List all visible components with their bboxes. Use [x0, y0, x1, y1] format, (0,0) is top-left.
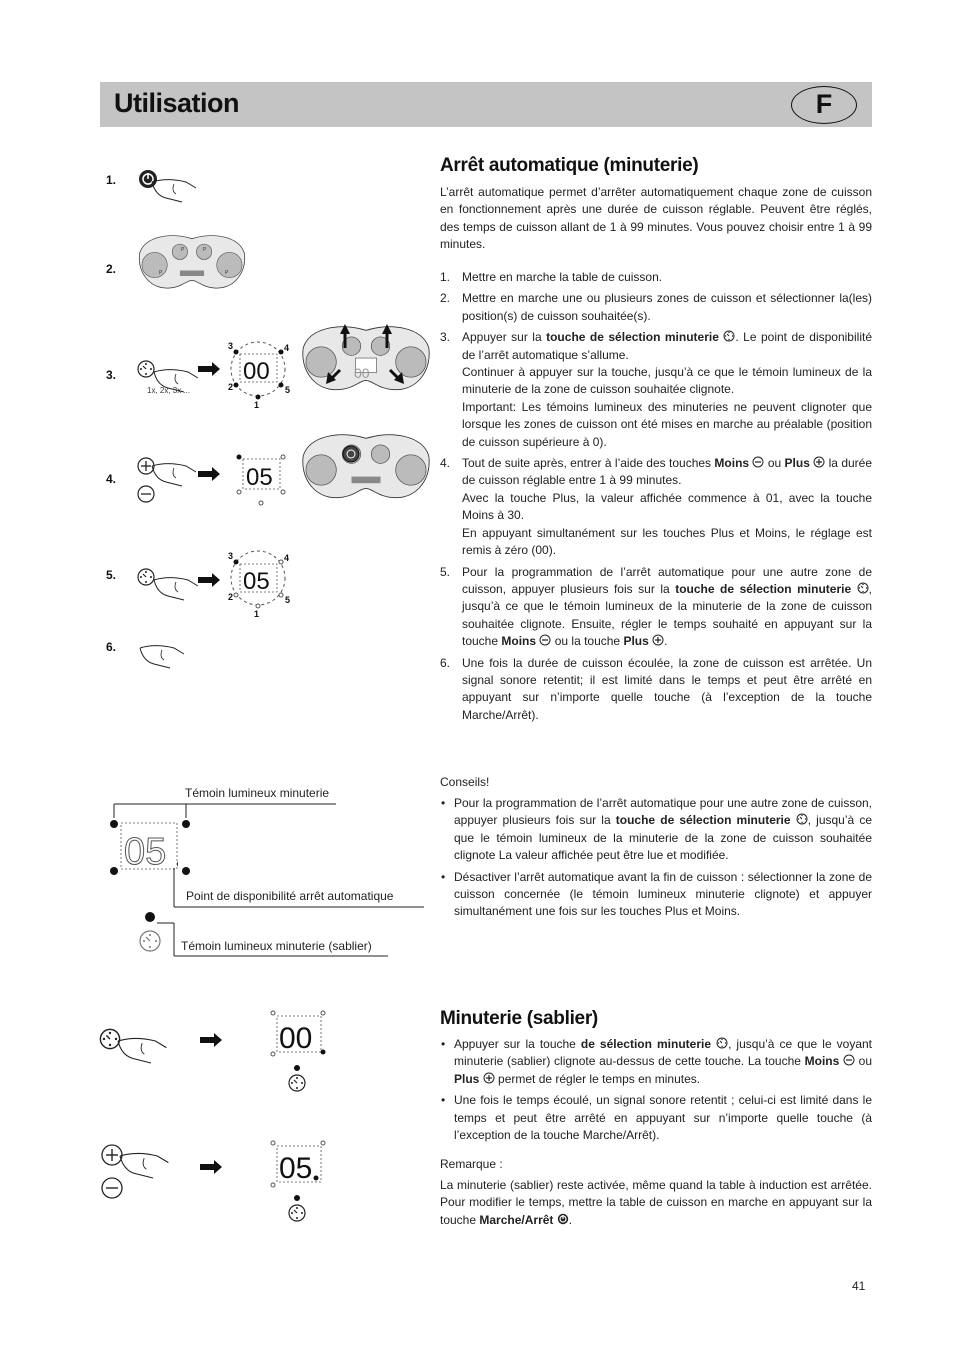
finger-icon	[140, 646, 184, 668]
hob-key-label: P	[181, 247, 185, 253]
label-ready-point: Point de disponibilité arrêt automatique	[186, 889, 394, 903]
tips-list	[440, 795, 872, 925]
list-item: 5. Pour la programmation de l’arrêt automatique pour une autre zone de cuisson, appuyer plusieurs fois sur la touche de sélection minuterie , jusqu’à ce que le témoin lumineux de la minuterie de la zone de cuisson souhaitée clignote. Ensuite, régler le temps souhaité en appuyant sur la touche Moins ou la touche Plus .	[440, 564, 872, 649]
tips-title: Conseils!	[440, 775, 490, 789]
timer-select-icon	[796, 813, 808, 825]
finger-icon	[118, 1039, 166, 1063]
section1-intro: L’arrêt automatique permet d’arrêter automatiquement chaque zone de cuisson en fonctionnement après une durée de cuisson réglable. Peuvent être réglés, des temps de cuisson allant de 1 à 99 minutes. Vous pouvez choisir entre 1 à 99 minutes.	[440, 185, 872, 252]
timer-display-05-dial	[231, 551, 285, 608]
timer-select-icon	[716, 1037, 728, 1049]
dial-label: 5	[285, 385, 291, 395]
hob-key-label: P	[225, 270, 229, 276]
step-label: 2.	[106, 262, 117, 276]
timer-select-icon	[723, 330, 735, 342]
dial-label: 5	[285, 595, 291, 605]
hob-diagram	[303, 435, 429, 498]
display-digits: 05	[124, 831, 167, 873]
timer-select-icon	[138, 569, 154, 585]
finger-icon	[154, 578, 198, 600]
arrow-right-icon	[200, 1160, 222, 1174]
list-item: 6. Une fois la durée de cuisson écoulée, la zone de cuisson est arrêtée. Un signal sonore retentit; il est limité dans le temps et peut être arrêté en appuyant sur n’importe quelle touche (à l’exception de la touche Marche/Arrêt).	[440, 655, 872, 722]
step-label: 6.	[106, 640, 117, 654]
timer-display-05	[237, 455, 286, 506]
dial-label: 1	[254, 400, 260, 410]
dial-label: 4	[284, 553, 290, 563]
step-label: 4.	[106, 472, 117, 486]
auto-stop-steps	[440, 269, 872, 728]
arrow-right-icon	[198, 467, 220, 481]
label-hourglass-led: Témoin lumineux minuterie (sablier)	[181, 939, 372, 953]
display-digits: 05	[279, 1152, 313, 1185]
dial-label: 3	[228, 551, 234, 561]
list-item: • Une fois le temps écoulé, un signal sonore retentit ; celui-ci est limité dans le temps et peut être arrêté en appuyant sur n’importe quelle touche (à l’exception de la touche Marche/Arrêt).	[441, 1093, 872, 1143]
minus-icon	[138, 486, 154, 502]
plus-icon	[138, 458, 154, 474]
display-digits: 00	[279, 1022, 313, 1055]
display-digits: 05	[246, 464, 273, 491]
language-badge: F	[791, 86, 857, 124]
timer-display-00	[231, 342, 285, 400]
dial-label: 2	[228, 592, 234, 602]
plus-icon	[102, 1145, 122, 1165]
hob-diagram	[139, 236, 244, 288]
legend-diagram	[110, 804, 424, 956]
dial-label: 3	[228, 341, 234, 351]
list-item: • Désactiver l’arrêt automatique avant la fin de cuisson : sélectionner la zone de cuisson concernée (le témoin lumineux minuterie clignote) et appuyer simultanément une fois sur les touches Plus et Moins.	[441, 869, 872, 919]
dial-label: 1	[254, 609, 260, 619]
hourglass-timer-icon	[289, 1205, 305, 1221]
press-count-label: 1x, 2x, 3x ...	[147, 386, 191, 395]
power-icon	[557, 1213, 569, 1225]
display-digits: 00	[243, 358, 270, 385]
list-item: 4. Tout de suite après, entrer à l’aide des touches Moins ou Plus la durée de cuisson réglable entre 1 à 99 minutes. Avec la touche Plus, la valeur affichée commence à 01, avec la touche Moins à 30. En appuyant simultanément sur les touches Plus et Moins, le réglage est remis à zéro (00).	[440, 456, 873, 558]
hob-key-label: P	[203, 247, 207, 253]
hourglass-display-00	[271, 1011, 326, 1071]
display-digits: 05	[243, 568, 270, 595]
step-label: 1.	[106, 173, 117, 187]
plus-icon	[652, 634, 664, 646]
minus-icon	[843, 1054, 855, 1066]
hob-display-digits: 00	[354, 365, 370, 381]
minus-icon	[539, 634, 551, 646]
hourglass-timer-icon	[140, 931, 160, 951]
dial-label: 2	[228, 382, 234, 392]
arrow-right-icon	[198, 573, 220, 587]
illustration-canvas	[0, 0, 430, 1351]
minus-icon	[752, 456, 764, 468]
list-item: 3. Appuyer sur la touche de sélection minuterie . Le point de disponibilité de l’arrêt automatique s’allume. Continuer à appuyer sur la touche, jusqu’à ce que le témoin lumineux de la minuterie de la zone de cuisson souhaitée clignote. Important: Les témoins lumineux des minuteries ne peuvent clignoter que lorsque les zones de cuisson ont été mises en marche au préalable (position de cuisson supérieure à 0).	[440, 330, 872, 449]
remark-title: Remarque :	[440, 1157, 503, 1171]
arrow-right-icon	[200, 1033, 222, 1047]
hob-timer-key-icon	[343, 446, 359, 462]
finger-icon	[152, 180, 196, 202]
finger-icon	[120, 1154, 168, 1178]
list-item: • Pour la programmation de l’arrêt automatique pour une autre zone de cuisson, appuyer plusieurs fois sur la touche de sélection minuterie , jusqu’à ce que le témoin lumineux de la minuterie de la zone de cuisson souhaitée clignote La valeur affichée peut être lue et modifiée.	[441, 796, 872, 863]
hourglass-list	[440, 1036, 872, 1148]
finger-icon	[152, 464, 196, 486]
list-item: 2. Mettre en marche une ou plusieurs zones de cuisson et sélectionner la(les) position(s) de cuisson souhaitée(s).	[440, 291, 872, 323]
timer-select-icon	[857, 582, 869, 594]
label-timer-led: Témoin lumineux minuterie	[185, 786, 330, 800]
step-label: 3.	[106, 368, 117, 382]
section-title-hourglass: Minuterie (sablier)	[440, 1008, 598, 1029]
section-title-auto-stop: Arrêt automatique (minuterie)	[440, 155, 699, 176]
minus-icon	[102, 1178, 122, 1198]
remark-text: La minuterie (sablier) reste activée, même quand la table à induction est arrêtée. Pour modifier le temps, mettre la table de cuisson en marche en appuyant sur la touche Marche/Arrêt .	[440, 1178, 872, 1227]
page-number: 41	[852, 1279, 866, 1293]
list-item: 1. Mettre en marche la table de cuisson.	[440, 270, 663, 284]
hourglass-timer-icon	[289, 1075, 305, 1091]
plus-icon	[483, 1072, 495, 1084]
page-title: Utilisation	[114, 88, 240, 118]
step-label: 5.	[106, 568, 117, 582]
timer-select-icon	[138, 361, 154, 377]
power-button-icon	[139, 170, 157, 188]
dial-label: 4	[284, 343, 290, 353]
hob-key-label: P	[159, 270, 163, 276]
hourglass-display-05	[271, 1141, 325, 1201]
plus-icon	[813, 456, 825, 468]
timer-select-icon	[100, 1029, 119, 1048]
list-item: • Appuyer sur la touche de sélection minuterie , jusqu’à ce que le voyant minuterie (sablier) clignote au-dessus de cette touche. La touche Moins ou Plus permet de régler le temps en minutes.	[441, 1037, 873, 1086]
illustrations	[0, 0, 430, 1351]
arrow-right-icon	[198, 362, 220, 376]
